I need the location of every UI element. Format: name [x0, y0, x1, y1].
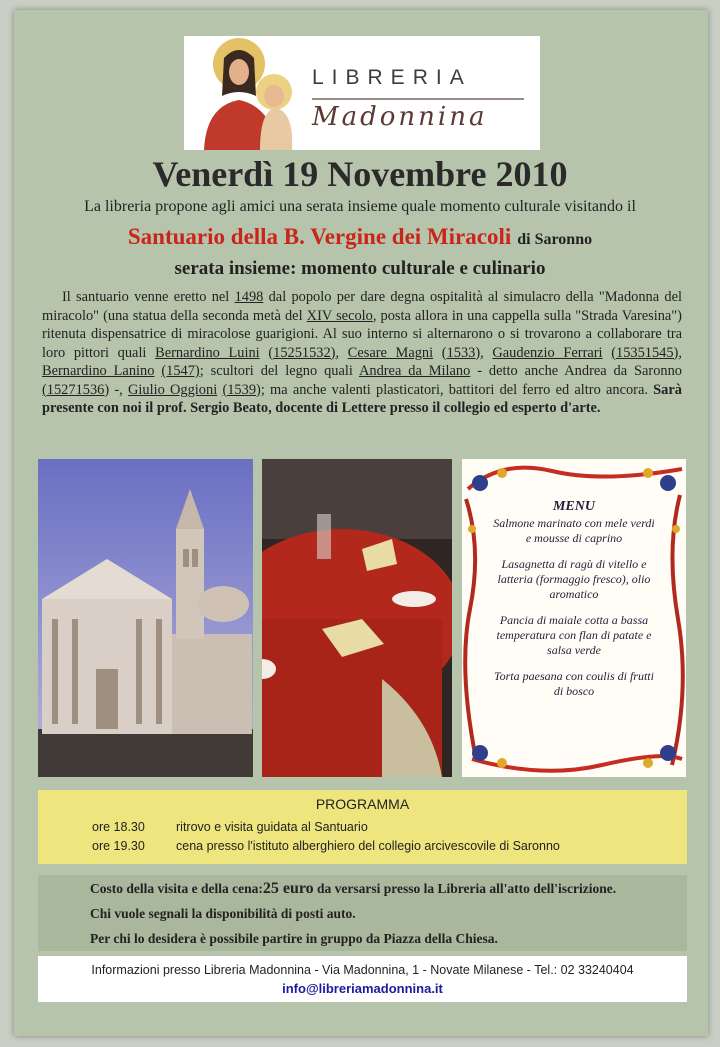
menu-item: Torta paesana con coulis di frutti di bosco [494, 669, 654, 698]
santuario-headline [0, 224, 720, 250]
cost-line: Costo della visita e della cena:25 euro da versarsi presso la Libreria all'atto dell'iscrizione. [90, 880, 617, 897]
dinner-table-photo [262, 459, 452, 777]
santuario-photo [38, 459, 253, 777]
programma-title: PROGRAMMA [315, 796, 410, 812]
description-paragraph: Il santuario venne eretto nel 1498 dal popolo per dare degna ospitalità al simulacro della "Madonna del miracolo" (una statua della seconda metà del XIV secolo, posta allora in una cappella sulla "Strada Varesina") ritenuta dispensatrice di miracolose guarigioni. Al suo interno si alternarono o si trovarono a collaborare tra loro pittori quali Bernardino Luini (15251532), Cesare Magni (1533), Gaudenzio Ferrari (15351545), Bernardino Lanino (1547); scultori del legno quali Andrea da Milano - detto anche Andrea da Saronno (15271536) -, Giulio Oggioni (1539); ma anche valenti plasticatori, battitori del ferro ed altro ancora. Sarà presente con noi il prof. Sergio Beato, docente di Lettere presso il collegio ed esperto d'arte. [42, 289, 683, 416]
menu-item: Salmone marinato con mele verdi e mousse di caprino [493, 516, 655, 545]
cost-amount: 25 euro [262, 880, 314, 897]
logo-text-libreria: LIBRERIA [312, 66, 472, 89]
madonna-and-child-icon [184, 36, 304, 150]
programma-time: ore 18.30 [92, 820, 145, 834]
event-date-title: Venerdì 19 Novembre 2010 [152, 154, 568, 194]
speaker-note: Sarà presente con noi il prof. Sergio Beato, docente di Lettere presso il collegio ed esperto d'arte. [42, 381, 682, 416]
programma-time: ore 19.30 [92, 839, 145, 853]
libreria-logo [184, 36, 540, 150]
menu-title: MENU [552, 499, 595, 514]
cost-box [38, 875, 687, 951]
intro-text: La libreria propone agli amici una serata insieme quale momento culturale visitando il [84, 198, 636, 215]
contact-email: info@libreriamadonnina.it [282, 981, 443, 996]
logo-text-madonnina: Madonnina [312, 102, 488, 132]
contact-box [38, 956, 687, 1002]
menu-item: Lasagnetta di ragù di vitello e latteria (formaggio fresco), olio aromatico [497, 557, 651, 601]
group-departure-note: Per chi lo desidera è possibile partire in gruppo da Piazza della Chiesa. [90, 931, 498, 946]
programma-activity: ritrovo e visita guidata al Santuario [176, 820, 368, 834]
programma-box [38, 790, 687, 864]
menu-card [462, 459, 686, 777]
headline-location: di Saronno [517, 231, 593, 248]
menu-list [492, 499, 656, 710]
event-subtitle: serata insieme: momento culturale e culinario [174, 258, 546, 279]
menu-item: Pancia di maiale cotta a bassa temperatura con flan di patate e salsa verde [496, 613, 652, 657]
programma-row [92, 839, 560, 853]
car-availability-note: Chi vuole segnali la disponibilità di posti auto. [90, 906, 356, 921]
programma-activity: cena presso l'istituto alberghiero del collegio arcivescovile di Saronno [176, 839, 560, 853]
logo-divider [312, 98, 524, 100]
programma-row [92, 820, 368, 834]
contact-info: Informazioni presso Libreria Madonnina - Via Madonnina, 1 - Novate Milanese - Tel.: 02 33240404 [91, 963, 634, 977]
headline-main: Santuario della B. Vergine dei Miracoli [127, 224, 512, 249]
